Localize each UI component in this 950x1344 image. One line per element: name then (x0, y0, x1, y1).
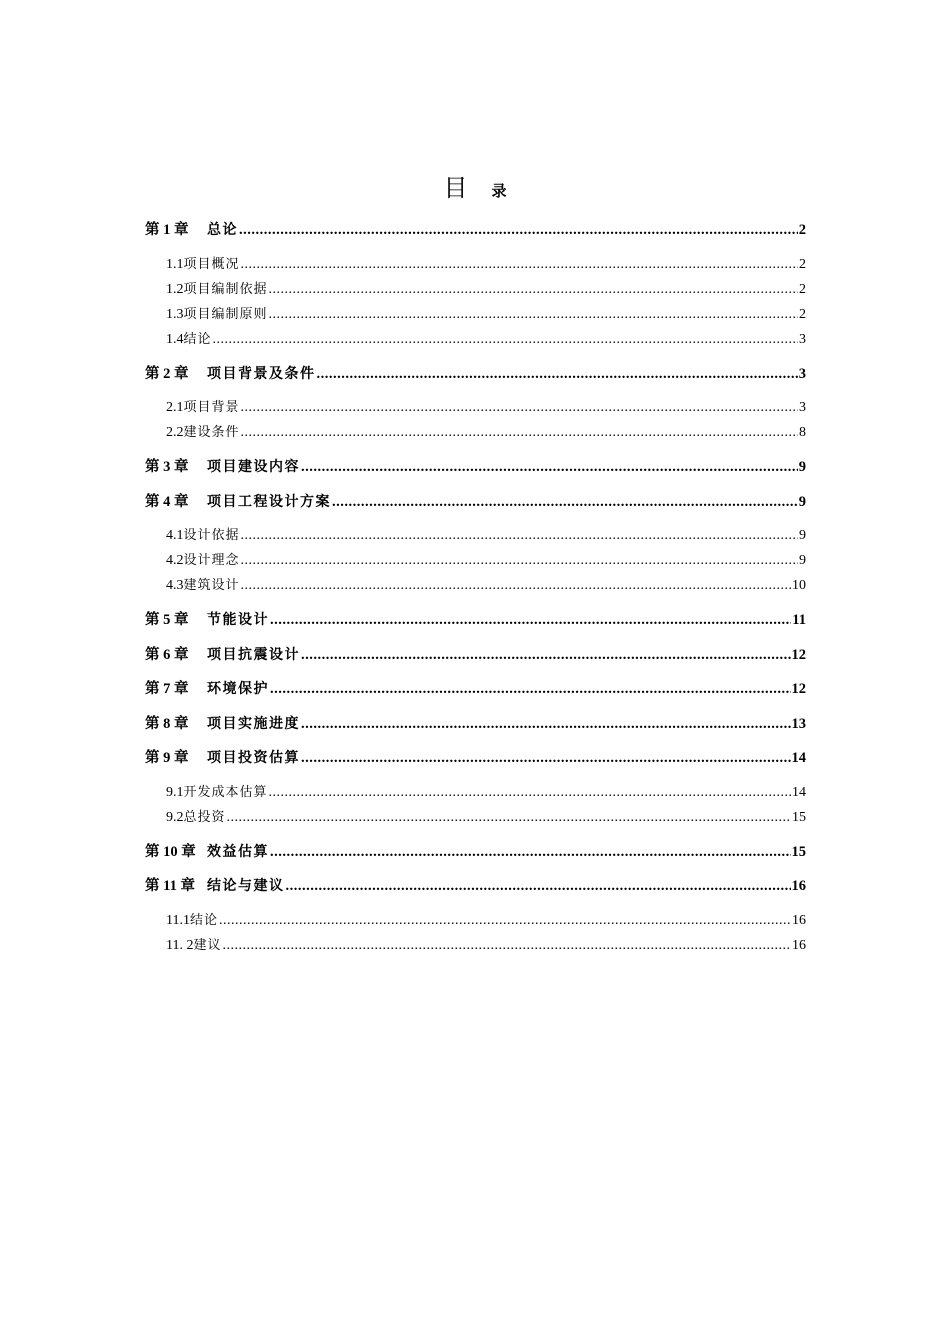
toc-entry-label: 项目工程设计方案 (207, 493, 331, 510)
toc-entry-label: 结论与建议 (207, 878, 285, 894)
toc-entry-label: 项目投资估算 (207, 750, 300, 766)
toc-entry-number: 第 3 章 (145, 459, 189, 475)
toc-dot-leader (219, 913, 791, 929)
toc-chapter-entry[interactable] (145, 490, 806, 515)
toc-entry-label: 建设条件 (183, 425, 240, 440)
toc-entry-page: 12 (791, 646, 806, 663)
toc-dot-leader (286, 878, 791, 895)
toc-entry-page: 12 (791, 681, 806, 697)
toc-entry-page: 8 (799, 425, 806, 440)
toc-section-entry[interactable] (145, 253, 806, 278)
toc-dot-leader (269, 282, 798, 298)
toc-entry-number: 第 9 章 (145, 750, 189, 766)
toc-section-entry[interactable] (145, 421, 806, 446)
toc-entry-label: 项目背景及条件 (207, 365, 316, 382)
toc-title-main: 目 (443, 174, 468, 202)
toc-entry-number: 第 10 章 (145, 843, 196, 860)
toc-dot-leader (301, 647, 791, 664)
toc-entry-page: 3 (799, 331, 806, 347)
toc-entry-label: 结论 (189, 912, 218, 928)
toc-section-entry[interactable] (145, 934, 806, 959)
toc-entry-label: 建筑设计 (183, 578, 240, 593)
toc-entry-page: 10 (792, 578, 806, 593)
toc-entry-page: 2 (799, 281, 806, 297)
toc-entry-page: 2 (798, 222, 806, 238)
toc-chapter-entry[interactable] (145, 840, 806, 865)
toc-entry-label: 开发成本估算 (183, 784, 268, 800)
toc-entry-label: 项目背景 (183, 400, 240, 415)
toc-dot-leader (213, 332, 798, 348)
toc-dot-leader (239, 222, 798, 239)
toc-dot-leader (241, 400, 798, 416)
toc-entry-label: 环境保护 (207, 681, 269, 697)
toc-dot-leader (241, 528, 798, 544)
toc-chapter-entry[interactable] (145, 362, 806, 387)
toc-entry-label: 节能设计 (207, 612, 269, 628)
toc-dot-leader (270, 612, 791, 629)
toc-section-entry[interactable] (145, 781, 806, 806)
toc-entry-page: 9 (798, 493, 806, 510)
toc-entry-number: 第 7 章 (145, 681, 189, 697)
toc-entry-label: 项目实施进度 (207, 715, 300, 732)
toc-dot-leader (332, 494, 798, 511)
toc-entry-page: 15 (791, 843, 806, 860)
toc-dot-leader (301, 459, 798, 476)
toc-entry-number: 第 1 章 (145, 222, 189, 238)
toc-entry-label: 设计理念 (183, 553, 240, 568)
toc-entry-number: 第 8 章 (145, 715, 189, 732)
toc-chapter-entry[interactable] (145, 218, 806, 243)
toc-section-entry[interactable] (145, 396, 806, 421)
toc-entry-label: 总论 (207, 222, 238, 238)
toc-section-entry[interactable] (145, 806, 806, 831)
toc-entry-page: 2 (799, 256, 806, 272)
toc-dot-leader (227, 810, 791, 826)
toc-entry-page: 14 (791, 750, 806, 766)
toc-entry-number: 1.3 (166, 306, 184, 322)
toc-chapter-entry[interactable] (145, 874, 806, 899)
toc-entry-number: 第 6 章 (145, 646, 189, 663)
toc-entry-number: 2.1 (166, 400, 184, 415)
toc-dot-leader (241, 578, 791, 594)
toc-entry-page: 16 (792, 937, 806, 953)
toc-section-entry[interactable] (145, 303, 806, 328)
toc-entry-page: 9 (799, 528, 806, 543)
toc-chapter-entry[interactable] (145, 608, 806, 633)
toc-entry-page: 14 (792, 784, 806, 800)
toc-chapter-entry[interactable] (145, 455, 806, 480)
toc-entry-number: 第 5 章 (145, 612, 189, 628)
toc-entry-label: 效益估算 (207, 843, 269, 860)
toc-entry-number: 1.1 (166, 256, 184, 272)
toc-dot-leader (301, 750, 791, 767)
toc-dot-leader (241, 553, 798, 569)
toc-entry-number: 11.1 (166, 912, 190, 928)
toc-entry-page: 3 (799, 400, 806, 415)
toc-entry-number: 第 2 章 (145, 365, 189, 382)
toc-entry-label: 结论 (183, 331, 212, 347)
toc-chapter-entry[interactable] (145, 712, 806, 737)
toc-chapter-entry[interactable] (145, 677, 806, 702)
toc-entry-number: 1.2 (166, 281, 184, 297)
toc-entry-number: 2.2 (166, 425, 184, 440)
toc-entry-page: 16 (792, 912, 806, 928)
toc-dot-leader (301, 716, 791, 733)
toc-entry-page: 9 (798, 459, 806, 475)
toc-entry-number: 9.1 (166, 784, 184, 800)
toc-entry-number: 9.2 (166, 809, 184, 825)
toc-section-entry[interactable] (145, 328, 806, 353)
toc-entry-page: 15 (792, 809, 806, 825)
toc-dot-leader (270, 844, 791, 861)
toc-entry-page: 11 (792, 612, 806, 628)
toc-dot-leader (241, 425, 798, 441)
toc-dot-leader (241, 257, 798, 273)
toc-dot-leader (269, 307, 798, 323)
toc-entry-number: 第 4 章 (145, 493, 189, 510)
toc-section-entry[interactable] (145, 549, 806, 574)
toc-chapter-entry[interactable] (145, 643, 806, 668)
toc-entry-number: 11. 2 (166, 937, 194, 953)
toc-entry-page: 13 (791, 715, 806, 732)
toc-section-entry[interactable] (145, 909, 806, 934)
toc-entry-label: 建议 (193, 937, 222, 953)
toc-entry-label: 总投资 (183, 809, 226, 825)
toc-entry-number: 4.3 (166, 578, 184, 593)
toc-title-sub: 录 (491, 182, 507, 200)
toc-title (0, 168, 950, 203)
toc-entry-page: 2 (799, 306, 806, 322)
toc-entry-label: 项目概况 (183, 256, 240, 272)
toc-entry-number: 4.1 (166, 528, 184, 543)
toc-entry-page: 16 (791, 878, 806, 894)
toc-entry-label: 设计依据 (183, 528, 240, 543)
toc-entry-label: 项目编制依据 (183, 281, 268, 297)
toc-dot-leader (317, 366, 798, 383)
toc-section-entry[interactable] (145, 574, 806, 599)
toc-entry-number: 第 11 章 (145, 878, 195, 894)
toc-dot-leader (270, 681, 791, 698)
toc-chapter-entry[interactable] (145, 746, 806, 771)
toc-entry-number: 4.2 (166, 553, 184, 568)
toc-section-entry[interactable] (145, 524, 806, 549)
toc-entry-label: 项目编制原则 (183, 306, 268, 322)
toc-entry-number: 1.4 (166, 331, 184, 347)
toc-entry-page: 9 (799, 553, 806, 568)
table-of-contents (145, 218, 806, 959)
toc-entry-page: 3 (798, 365, 806, 382)
toc-entry-label: 项目抗震设计 (207, 646, 300, 663)
toc-dot-leader (269, 785, 791, 801)
toc-section-entry[interactable] (145, 278, 806, 303)
toc-entry-label: 项目建设内容 (207, 459, 300, 475)
toc-dot-leader (223, 938, 792, 954)
